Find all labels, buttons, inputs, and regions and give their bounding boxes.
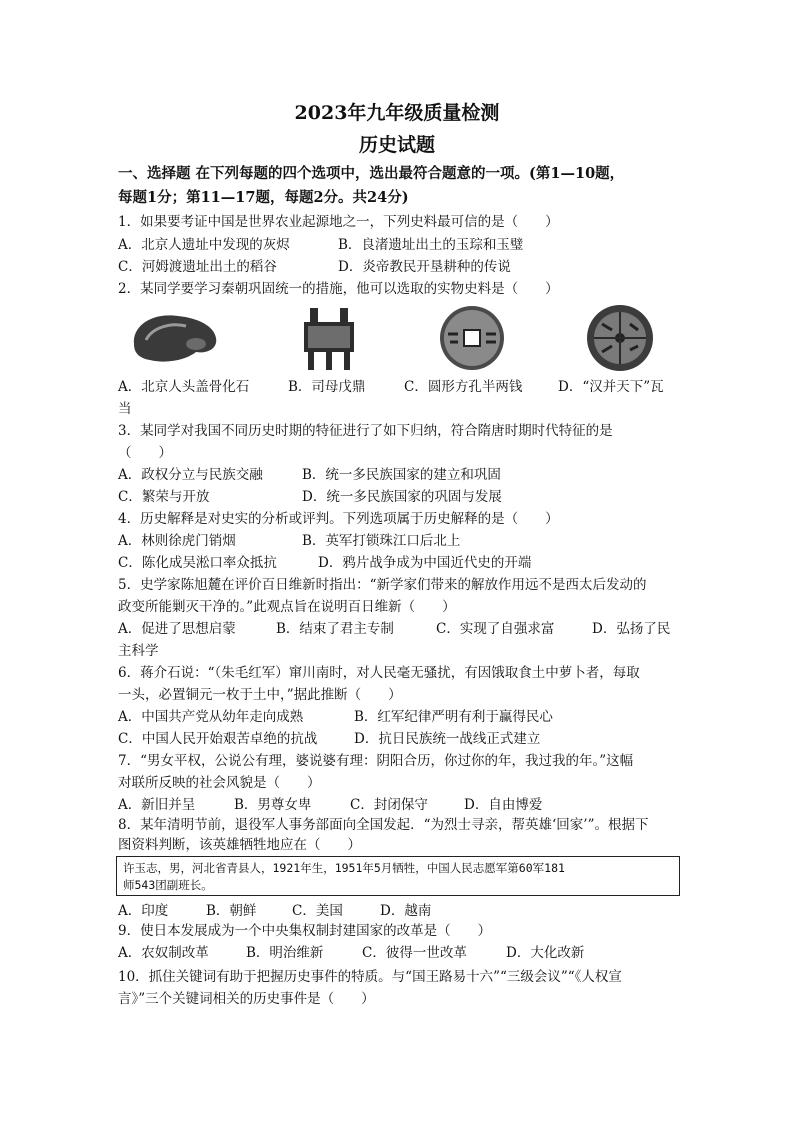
banliang-coin-image bbox=[436, 304, 508, 372]
q8-source-line2: 师543团副班长。 bbox=[123, 878, 213, 892]
q1-stem: 1．如果要考证中国是世界农业起源地之一，下列史料最可信的是（ ） bbox=[118, 214, 559, 230]
q5-option-d: D．弘扬了民 bbox=[592, 621, 671, 637]
q7-option-c: C．封闭保守 bbox=[350, 797, 428, 813]
q6-stem-line1: 6．蒋介石说：“（朱毛红军）窜川南时，对人民毫无骚扰，有因饿取食土中萝卜者，每取 bbox=[118, 665, 640, 681]
q1-option-d: D．炎帝教民开垦耕种的传说 bbox=[338, 259, 511, 275]
q5-option-d-continued: 主科学 bbox=[118, 643, 159, 659]
roof-tile-image bbox=[584, 304, 656, 372]
q3-stem-line2: （ ） bbox=[118, 445, 172, 461]
q5-option-c: C．实现了自强求富 bbox=[436, 621, 555, 637]
q6-option-c: C．中国人民开始艰苦卓绝的抗战 bbox=[118, 731, 318, 747]
q2-option-c: C．圆形方孔半两钱 bbox=[404, 379, 523, 395]
q9-option-d: D．大化改新 bbox=[506, 945, 585, 961]
q1-option-b: B．良渚遗址出土的玉琮和玉璧 bbox=[338, 237, 524, 253]
q3-stem-line1: 3．某同学对我国不同历史时期的特征进行了如下归纳，符合隋唐时期时代特征的是 bbox=[118, 423, 613, 439]
q6-option-b: B．红军纪律严明有利于赢得民心 bbox=[354, 709, 553, 725]
q7-option-d: D．自由博爱 bbox=[464, 797, 543, 813]
q3-option-b: B．统一多民族国家的建立和巩固 bbox=[302, 467, 501, 483]
q4-option-c: C．陈化成吴淞口率众抵抗 bbox=[118, 555, 277, 571]
q7-option-a: A．新旧并呈 bbox=[118, 797, 196, 813]
section-instruction-line2: 每题1分；第11—17题，每题2分。共24分) bbox=[118, 189, 409, 206]
q2-stem: 2．某同学要学习秦朝巩固统一的措施，他可以选取的实物史料是（ ） bbox=[118, 281, 559, 297]
q5-stem-line1: 5．史学家陈旭麓在评价百日维新时指出：“新学家们带来的解放作用远不是西太后发动的 bbox=[118, 577, 647, 593]
q4-option-b: B．英军打锁珠江口后北上 bbox=[302, 533, 461, 549]
q2-option-d-continued: 当 bbox=[118, 401, 132, 417]
q5-stem-line2: 政变所能剿灭干净的。”此观点旨在说明百日维新（ ） bbox=[118, 599, 456, 615]
q5-option-b: B．结束了君主专制 bbox=[276, 621, 394, 637]
q2-option-b: B．司母戊鼎 bbox=[288, 379, 366, 395]
section-instruction-line1: 一、选择题 在下列每题的四个选项中，选出最符合题意的一项。(第1—10题， bbox=[118, 165, 625, 182]
q7-stem-line2: 对联所反映的社会风貌是（ ） bbox=[118, 775, 321, 791]
q9-option-b: B．明治维新 bbox=[246, 945, 324, 961]
q7-stem-line1: 7．“男女平权，公说公有理，婆说婆有理：阴阳合历，你过你的年，我过我的年。”这幅 bbox=[118, 753, 634, 769]
q9-option-c: C．彼得一世改革 bbox=[362, 945, 467, 961]
q10-stem-line2: 言》”三个关键词相关的历史事件是（ ） bbox=[118, 991, 375, 1007]
q8-stem-line1: 8．某年清明节前，退役军人事务部面向全国发起．“为烈士寻亲，帮英雄‘回家’”。根据下 bbox=[118, 817, 649, 833]
q2-pictures bbox=[118, 304, 698, 374]
q8-source-box bbox=[116, 856, 680, 896]
q8-option-c: C．美国 bbox=[292, 903, 343, 919]
q6-option-d: D．抗日民族统一战线正式建立 bbox=[354, 731, 541, 747]
q8-option-d: D．越南 bbox=[380, 903, 432, 919]
q8-option-a: A．印度 bbox=[118, 903, 169, 919]
q6-stem-line2: 一头，必置铜元一枚于土中，”据此推断（ ） bbox=[118, 687, 402, 703]
q8-source-line1: 许玉志，男，河北省青县人，1921年生，1951年5月牺牲，中国人民志愿军第60军181 bbox=[123, 861, 565, 875]
q4-stem: 4．历史解释是对史实的分析或评判。下列选项属于历史解释的是（ ） bbox=[118, 511, 559, 527]
q9-option-a: A．农奴制改革 bbox=[118, 945, 209, 961]
q3-option-d: D．统一多民族国家的巩固与发展 bbox=[302, 489, 502, 505]
q1-option-c: C．河姆渡遗址出土的稻谷 bbox=[118, 259, 277, 275]
q3-option-a: A．政权分立与民族交融 bbox=[118, 467, 263, 483]
q5-option-a: A．促进了思想启蒙 bbox=[118, 621, 236, 637]
exam-title: 2023年九年级质量检测 bbox=[294, 102, 500, 124]
q1-option-a: A．北京人遗址中发现的灰烬 bbox=[118, 237, 290, 253]
q7-option-b: B．男尊女卑 bbox=[234, 797, 312, 813]
q8-stem-line2: 图资料判断，该英雄牺牲地应在（ ） bbox=[118, 837, 361, 853]
ding-vessel-image bbox=[296, 304, 362, 372]
q8-option-b: B．朝鲜 bbox=[206, 903, 257, 919]
q9-stem: 9．使日本发展成为一个中央集权制封建国家的改革是（ ） bbox=[118, 923, 492, 939]
q2-option-d: D．“汉并天下”瓦 bbox=[558, 379, 664, 395]
skull-fossil-image bbox=[126, 304, 226, 370]
q2-option-a: A．北京人头盖骨化石 bbox=[118, 379, 250, 395]
exam-subtitle: 历史试题 bbox=[358, 134, 435, 156]
q4-option-d: D．鸦片战争成为中国近代史的开端 bbox=[318, 555, 532, 571]
q4-option-a: A．林则徐虎门销烟 bbox=[118, 533, 236, 549]
q6-option-a: A．中国共产党从幼年走向成熟 bbox=[118, 709, 304, 725]
q3-option-c: C．繁荣与开放 bbox=[118, 489, 210, 505]
q10-stem-line1: 10．抓住关键词有助于把握历史事件的特质。与“国王路易十六”“三级会议”“《人权宣 bbox=[118, 969, 622, 985]
